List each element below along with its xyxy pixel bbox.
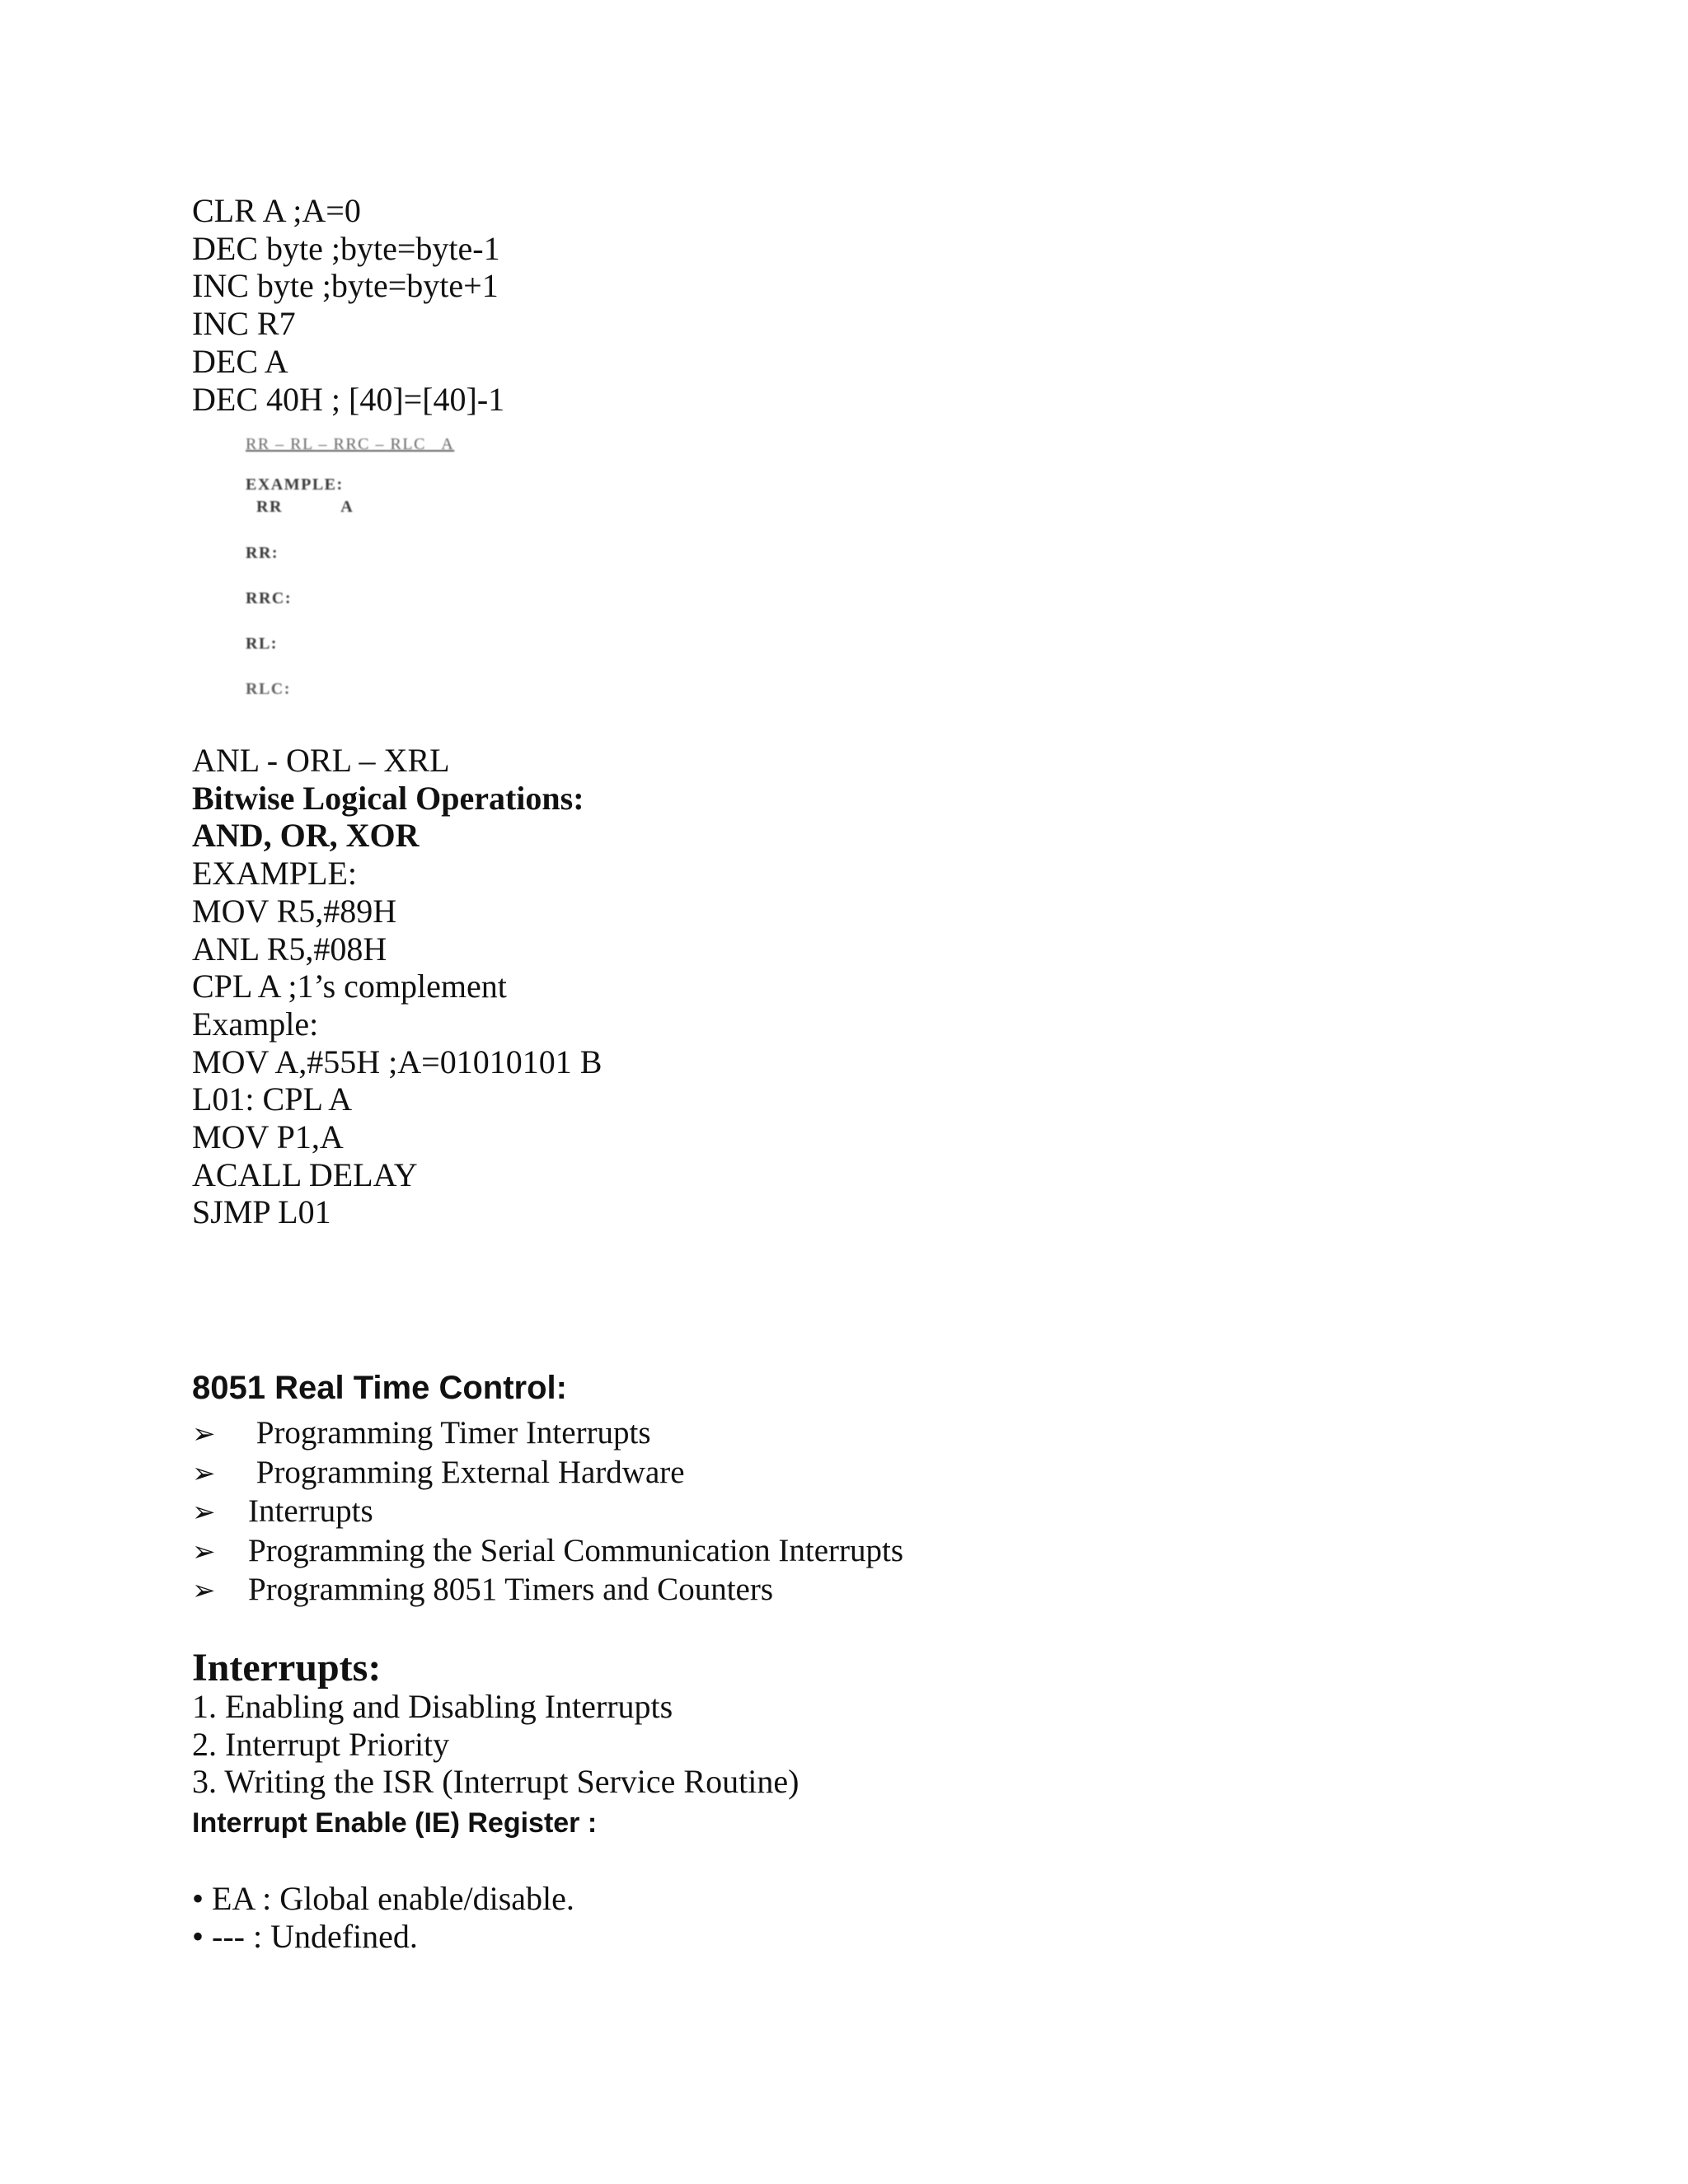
- arrow-bullet-icon: ➢: [192, 1419, 216, 1450]
- arrow-bullet-icon: ➢: [192, 1576, 216, 1607]
- code-line: INC R7: [192, 305, 296, 343]
- rotate-instructions-figure: [246, 429, 575, 709]
- list-item: 1. Enabling and Disabling Interrupts: [192, 1688, 673, 1725]
- interrupts-list: [192, 1688, 799, 1801]
- code-line: EXAMPLE:: [192, 855, 357, 893]
- list-item: • --- : Undefined.: [192, 1917, 418, 1955]
- ops-line: ANL - ORL – XRL: [192, 742, 450, 779]
- arrow-bullet-icon: ➢: [192, 1497, 216, 1529]
- list-item: 2. Interrupt Priority: [192, 1725, 450, 1763]
- code-line: CLR A ;A=0: [192, 192, 361, 229]
- code-line: SJMP L01: [192, 1193, 331, 1231]
- list-item: 3. Writing the ISR (Interrupt Service Routine): [192, 1763, 799, 1801]
- list-item-text: Programming External Hardware: [248, 1454, 685, 1490]
- arrow-bullet-icon: ➢: [192, 1536, 216, 1568]
- arrow-bullet-icon: ➢: [192, 1458, 216, 1489]
- code-line: DEC 40H ; [40]=[40]-1: [192, 380, 505, 418]
- figure-row: RLC:: [246, 680, 291, 698]
- code-line: ANL R5,#08H: [192, 930, 387, 968]
- logical-operations-section: [192, 742, 602, 1231]
- list-item: [192, 1454, 903, 1493]
- code-line: MOV A,#55H ;A=01010101 B: [192, 1043, 603, 1080]
- code-line: INC byte ;byte=byte+1: [192, 267, 499, 305]
- logical-heading: Bitwise Logical Operations:: [192, 779, 584, 817]
- code-line: DEC byte ;byte=byte-1: [192, 229, 500, 267]
- figure-row: RR:: [246, 544, 279, 562]
- figure-row: RRC:: [246, 589, 292, 607]
- list-item: [192, 1414, 903, 1454]
- code-line: CPL A ;1’s complement: [192, 968, 507, 1005]
- list-item-text: Programming the Serial Communication Interrupts: [248, 1532, 904, 1568]
- logical-subheading: AND, OR, XOR: [192, 817, 420, 855]
- list-item: [192, 1493, 903, 1532]
- list-item-text: Programming Timer Interrupts: [248, 1415, 651, 1451]
- figure-example-label: EXAMPLE:: [246, 476, 344, 494]
- ie-register-title: Interrupt Enable (IE) Register :: [192, 1807, 598, 1839]
- code-line: L01: CPL A: [192, 1080, 353, 1118]
- code-line: DEC A: [192, 342, 288, 380]
- code-line: MOV R5,#89H: [192, 892, 397, 930]
- figure-example-instruction: RR A: [246, 498, 354, 516]
- list-item-text: Interrupts: [248, 1493, 373, 1530]
- interrupts-title: Interrupts:: [192, 1646, 382, 1690]
- real-time-control-list: [192, 1414, 903, 1610]
- code-line: MOV P1,A: [192, 1118, 344, 1156]
- real-time-control-title: 8051 Real Time Control:: [192, 1370, 567, 1406]
- list-item-text: Programming 8051 Timers and Counters: [248, 1572, 774, 1608]
- list-item: • EA : Global enable/disable.: [192, 1880, 574, 1917]
- list-item: [192, 1532, 903, 1572]
- code-line: Example:: [192, 1005, 319, 1043]
- figure-heading: RR – RL – RRC – RLC A: [246, 435, 455, 453]
- code-line: ACALL DELAY: [192, 1155, 418, 1193]
- instruction-list-top: [192, 192, 504, 418]
- ie-bits-list: [192, 1880, 574, 1955]
- figure-row: RL:: [246, 635, 278, 653]
- list-item: [192, 1571, 903, 1610]
